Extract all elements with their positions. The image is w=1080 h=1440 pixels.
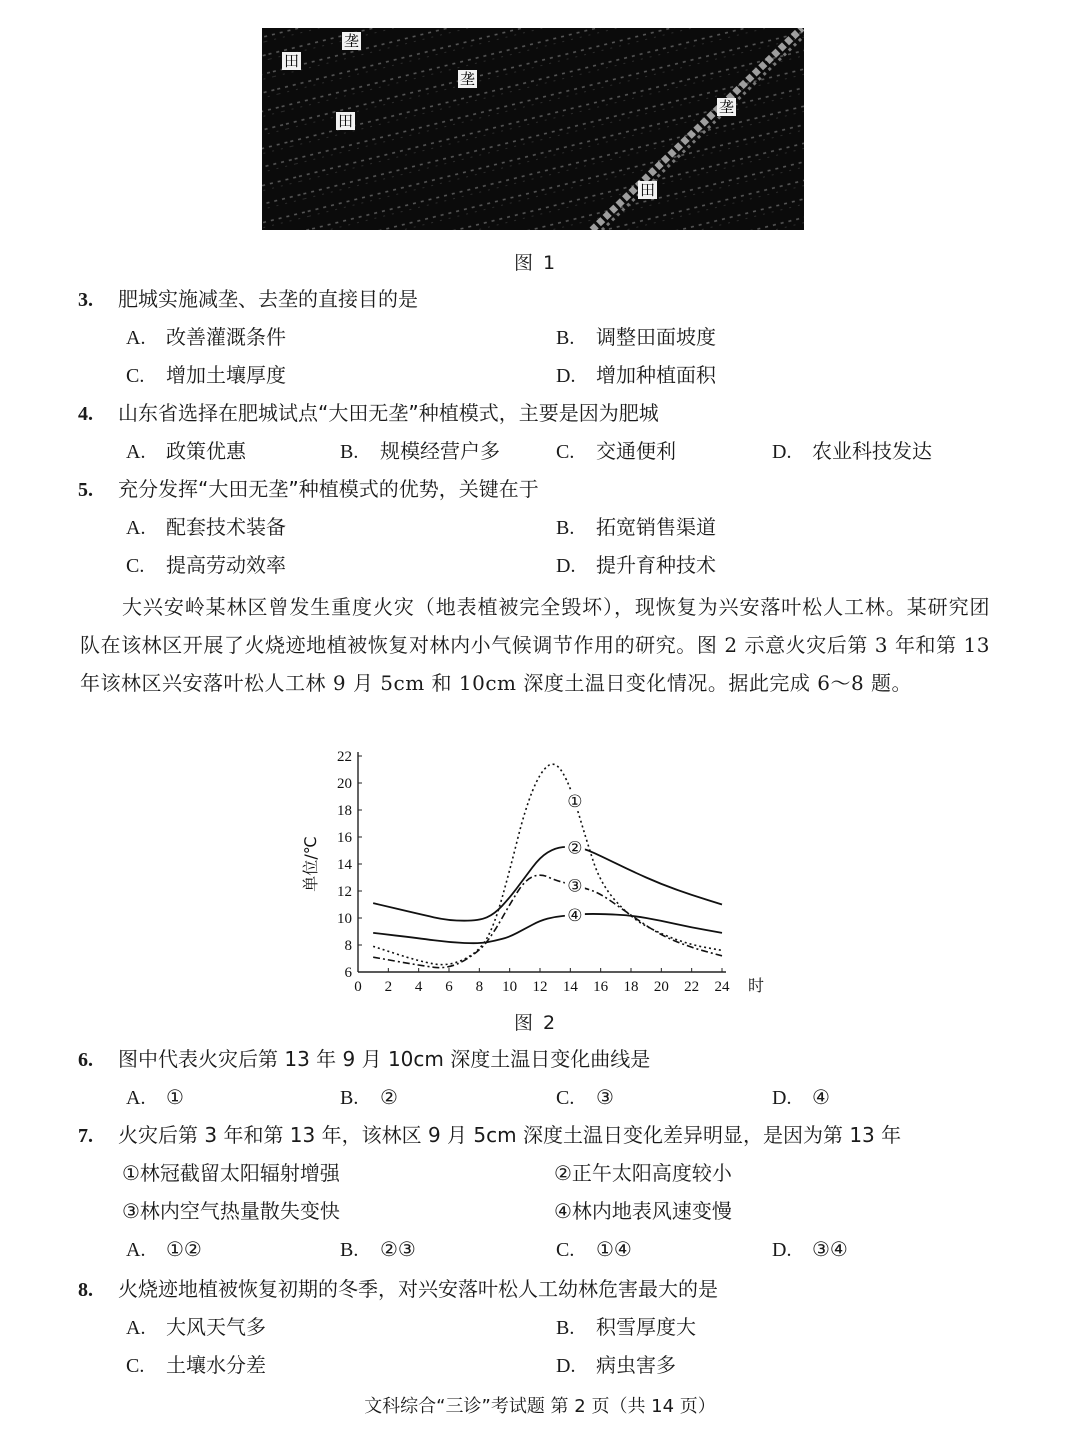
x-tick-label: 18 bbox=[623, 979, 639, 995]
x-tick-label: 4 bbox=[414, 979, 423, 995]
option-c[interactable]: C. 增加土壤厚度 bbox=[126, 363, 286, 387]
series-label: ③ bbox=[567, 876, 583, 897]
option-a[interactable]: A. ①② bbox=[126, 1237, 202, 1261]
option-b[interactable]: B. 拓宽销售渠道 bbox=[556, 515, 716, 539]
option-a[interactable]: A. 政策优惠 bbox=[126, 439, 246, 463]
series-label: ① bbox=[567, 792, 583, 813]
statement-4: ④林内地表风速变慢 bbox=[554, 1199, 732, 1223]
y-tick-label: 10 bbox=[337, 911, 352, 927]
option-d[interactable]: D. 病虫害多 bbox=[556, 1353, 676, 1377]
y-tick-label: 22 bbox=[337, 749, 352, 765]
soil-temperature-chart bbox=[290, 740, 770, 1005]
question-stem: 图中代表火灾后第 13 年 9 月 10cm 深度土温日变化曲线是 bbox=[118, 1047, 651, 1071]
option-c[interactable]: C. ③ bbox=[556, 1085, 614, 1109]
question-5: 5. 充分发挥“大田无垄”种植模式的优势，关键在于 bbox=[78, 477, 539, 501]
option-b[interactable]: B. 积雪厚度大 bbox=[556, 1315, 696, 1339]
y-axis-label: 单位/℃ bbox=[301, 836, 320, 892]
option-b[interactable]: B. 调整田面坡度 bbox=[556, 325, 716, 349]
question-8: 8. 火烧迹地植被恢复初期的冬季，对兴安落叶松人工幼林危害最大的是 bbox=[78, 1277, 718, 1301]
ridge-label: 垄 bbox=[344, 32, 360, 50]
question-stem: 肥城实施减垄、去垄的直接目的是 bbox=[118, 287, 418, 311]
x-tick-label: 16 bbox=[593, 979, 609, 995]
page-footer: 文科综合“三诊”考试题 第 2 页（共 14 页） bbox=[364, 1396, 716, 1417]
x-tick-label: 20 bbox=[653, 979, 669, 995]
question-stem: 火灾后第 3 年和第 13 年，该林区 9 月 5cm 深度土温日变化差异明显，是因为第 13 年 bbox=[118, 1123, 902, 1147]
option-d[interactable]: D. 增加种植面积 bbox=[556, 363, 716, 387]
field-photo bbox=[262, 28, 804, 230]
question-4: 4. 山东省选择在肥城试点“大田无垄”种植模式，主要是因为肥城 bbox=[78, 401, 659, 425]
figure2-caption: 图 2 bbox=[514, 1012, 558, 1034]
statement-1: ①林冠截留太阳辐射增强 bbox=[122, 1161, 340, 1185]
ridge-label: 垄 bbox=[460, 70, 476, 88]
option-d[interactable]: D. ④ bbox=[772, 1085, 830, 1109]
option-c[interactable]: C. 交通便利 bbox=[556, 439, 676, 463]
option-a[interactable]: A. ① bbox=[126, 1085, 184, 1109]
series-line-3 bbox=[373, 875, 722, 968]
option-c[interactable]: C. ①④ bbox=[556, 1237, 632, 1261]
reading-passage: 大兴安岭某林区曾发生重度火灾（地表植被完全毁坏），现恢复为兴安落叶松人工林。某研究团队在该林区开展了火烧迹地植被恢复对林内小气候调节作用的研究。图 2 示意火灾后第 3 年和第 13 年该林区兴安落叶松人工林 9 月 5cm 和 10cm 深度土温日变化情况。据此完成 6～8 题。 bbox=[80, 595, 990, 695]
field-label: 田 bbox=[640, 181, 656, 199]
question-6: 6. 图中代表火灾后第 13 年 9 月 10cm 深度土温日变化曲线是 bbox=[78, 1047, 651, 1071]
y-tick-label: 8 bbox=[344, 938, 352, 954]
x-tick-label: 10 bbox=[502, 979, 518, 995]
x-tick-label: 2 bbox=[384, 979, 393, 995]
y-tick-label: 12 bbox=[337, 884, 352, 900]
figure1-caption: 图 1 bbox=[514, 252, 558, 274]
series-line-1 bbox=[373, 764, 722, 964]
y-tick-label: 16 bbox=[337, 830, 352, 846]
option-a[interactable]: A. 大风天气多 bbox=[126, 1315, 266, 1339]
x-tick-label: 12 bbox=[532, 979, 548, 995]
y-tick-label: 6 bbox=[344, 965, 352, 981]
series-label: ② bbox=[567, 838, 583, 859]
x-axis-label: 时 bbox=[748, 976, 765, 995]
series-label: ④ bbox=[567, 905, 583, 926]
question-stem: 山东省选择在肥城试点“大田无垄”种植模式，主要是因为肥城 bbox=[118, 401, 659, 425]
option-a[interactable]: A. 改善灌溉条件 bbox=[126, 325, 286, 349]
question-stem: 火烧迹地植被恢复初期的冬季，对兴安落叶松人工幼林危害最大的是 bbox=[118, 1277, 718, 1301]
question-stem: 充分发挥“大田无垄”种植模式的优势，关键在于 bbox=[118, 477, 539, 501]
x-tick-label: 0 bbox=[354, 979, 362, 995]
option-c[interactable]: C. 提高劳动效率 bbox=[126, 553, 286, 577]
option-b[interactable]: B. ② bbox=[340, 1085, 398, 1109]
option-b[interactable]: B. 规模经营户多 bbox=[340, 439, 500, 463]
option-d[interactable]: D. 提升育种技术 bbox=[556, 553, 716, 577]
y-tick-label: 18 bbox=[337, 803, 352, 819]
question-3: 3. 肥城实施减垄、去垄的直接目的是 bbox=[78, 287, 418, 311]
option-a[interactable]: A. 配套技术装备 bbox=[126, 515, 286, 539]
field-label: 田 bbox=[284, 52, 300, 70]
y-tick-label: 14 bbox=[337, 857, 352, 873]
option-d[interactable]: D. 农业科技发达 bbox=[772, 439, 932, 463]
ridge-label: 垄 bbox=[719, 98, 735, 116]
x-tick-label: 24 bbox=[714, 979, 730, 995]
statement-3: ③林内空气热量散失变快 bbox=[122, 1199, 340, 1223]
x-tick-label: 14 bbox=[562, 979, 578, 995]
field-label: 田 bbox=[338, 112, 354, 130]
x-tick-label: 22 bbox=[684, 979, 700, 995]
question-7: 7. 火灾后第 3 年和第 13 年，该林区 9 月 5cm 深度土温日变化差异明显，是因为第 13 年 bbox=[78, 1123, 902, 1147]
series-line-2 bbox=[373, 847, 722, 921]
option-d[interactable]: D. ③④ bbox=[772, 1237, 848, 1261]
y-tick-label: 20 bbox=[337, 776, 352, 792]
x-tick-label: 8 bbox=[475, 979, 484, 995]
x-tick-label: 6 bbox=[445, 979, 453, 995]
option-c[interactable]: C. 土壤水分差 bbox=[126, 1353, 266, 1377]
statement-2: ②正午太阳高度较小 bbox=[554, 1161, 732, 1185]
option-b[interactable]: B. ②③ bbox=[340, 1237, 416, 1261]
